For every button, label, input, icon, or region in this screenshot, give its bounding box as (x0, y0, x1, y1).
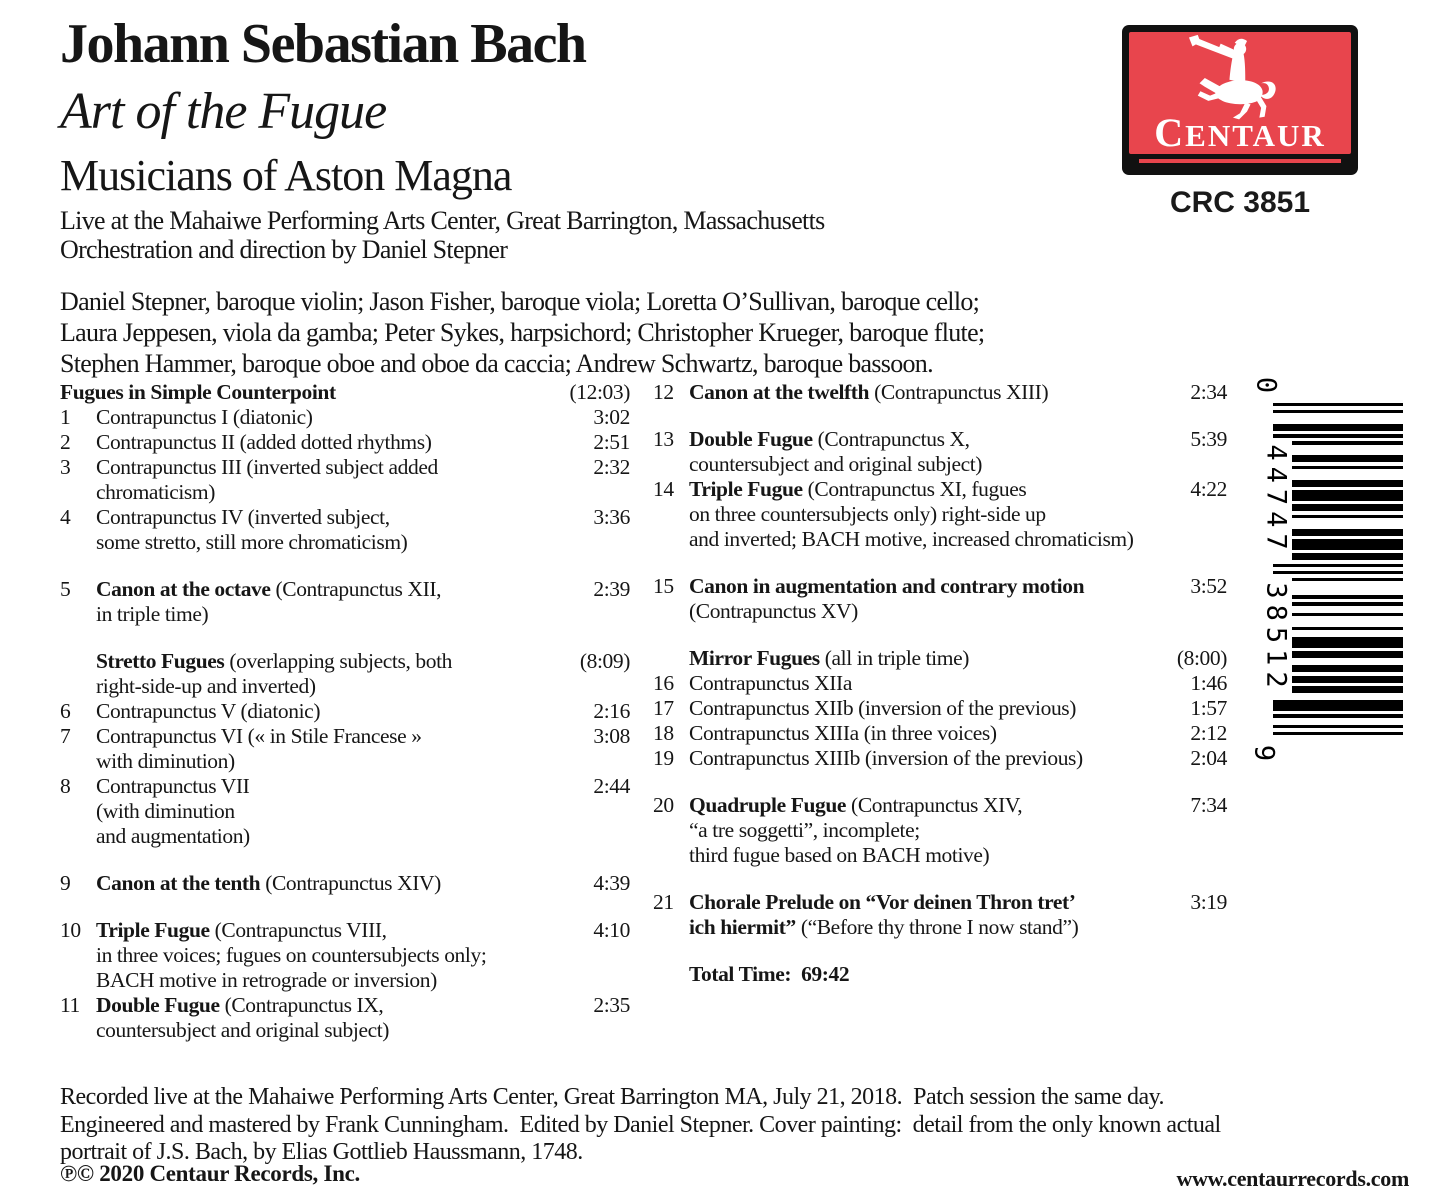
track-title-line (96, 530, 560, 555)
track-title-regular: some stretto, still more chromaticism) (96, 530, 408, 554)
track-number: 2 (60, 430, 71, 454)
barcode-bar (1292, 665, 1403, 672)
track-duration: (8:00) (1176, 646, 1227, 670)
barcode-bar (1292, 539, 1403, 549)
track-number: 14 (653, 477, 674, 501)
track-list-spacer (653, 940, 1227, 962)
track-title-bold: Quadruple Fugue (689, 793, 847, 817)
track-title (96, 577, 560, 627)
barcode-bar (1273, 564, 1403, 567)
barcode-digit-group: 44747 (1260, 444, 1292, 556)
track-number: 11 (60, 993, 80, 1017)
track-title-regular: (Contrapunctus IX, (219, 993, 384, 1017)
barcode-bar (1292, 553, 1403, 560)
track-duration: 1:46 (1190, 671, 1227, 695)
logo-red-underline (1139, 159, 1341, 163)
track-list-spacer (60, 555, 630, 577)
barcode-bar (1292, 613, 1403, 616)
track-title-regular: “a tre soggetti”, incomplete; (689, 818, 920, 842)
track-duration: 2:35 (593, 993, 630, 1017)
track-title-line (96, 749, 560, 774)
track-title-regular: and inverted; BACH motive, increased chromaticism) (689, 527, 1134, 551)
track-row (60, 430, 630, 455)
track-duration: 3:08 (593, 724, 630, 748)
track-duration: 4:39 (593, 871, 630, 895)
track-title-regular: (Contrapunctus VIII, (209, 918, 387, 942)
track-duration: 2:51 (593, 430, 630, 454)
track-title-regular: Contrapunctus XIIIb (inversion of the previous) (689, 746, 1083, 770)
track-title (689, 671, 1157, 696)
track-title-regular: in three voices; fugues on countersubjects only; (96, 943, 487, 967)
track-title (689, 962, 1157, 987)
track-title-line (96, 649, 560, 674)
track-title-regular: with diminution) (96, 749, 235, 773)
track-row (60, 405, 630, 430)
track-title (689, 696, 1157, 721)
track-title-regular: chromaticism) (96, 480, 215, 504)
track-row (653, 671, 1227, 696)
track-title (96, 505, 560, 555)
track-number: 12 (653, 380, 674, 404)
track-title-line (96, 505, 560, 530)
track-title-bold: Total Time: 69:42 (689, 962, 850, 986)
direction-line: Orchestration and direction by Daniel Stepner (60, 235, 508, 264)
track-title-regular: (“Before thy throne I now stand”) (795, 915, 1079, 939)
track-title-line (60, 380, 560, 405)
track-title-line (96, 1018, 560, 1043)
track-number: 13 (653, 427, 674, 451)
track-number: 18 (653, 721, 674, 745)
barcode-bar (1273, 410, 1403, 413)
barcode-bar (1273, 434, 1403, 437)
performers-line: Stephen Hammer, baroque oboe and oboe da caccia; Andrew Schwartz, baroque bassoon. (60, 349, 933, 378)
track-title-line (689, 599, 1157, 624)
credits-line: portrait of J.S. Bach, by Elias Gottlieb Haussmann, 1748. (60, 1139, 583, 1165)
recording-credits (60, 1084, 1221, 1167)
credits-line: Engineered and mastered by Frank Cunningham. Edited by Daniel Stepner. Cover painting: detail from the only known actual (60, 1111, 1221, 1138)
track-title-regular: countersubject and original subject) (96, 1018, 390, 1042)
track-title-bold: Stretto Fugues (96, 649, 225, 673)
track-row (60, 918, 630, 993)
track-title (689, 574, 1157, 624)
track-number: 7 (60, 724, 71, 748)
track-title-regular: third fugue based on BACH motive) (689, 843, 990, 867)
track-title-regular: Contrapunctus VI (« in Stile Francese » (96, 724, 422, 748)
ensemble-name: Musicians of Aston Magna (60, 151, 512, 200)
track-title-line (689, 527, 1157, 552)
track-title-regular: Contrapunctus IV (inverted subject, (96, 505, 390, 529)
barcode-bar (1292, 578, 1403, 581)
track-title-line (689, 843, 1157, 868)
track-title-line (96, 674, 560, 699)
track-number: 19 (653, 746, 674, 770)
track-title-line (689, 574, 1157, 599)
track-title-line (96, 871, 560, 896)
track-number: 15 (653, 574, 674, 598)
track-row (60, 774, 630, 849)
track-title-line (689, 696, 1157, 721)
composer-name: Johann Sebastian Bach (60, 13, 586, 75)
barcode-digit-group: 0 (1250, 376, 1282, 400)
track-duration: (12:03) (569, 380, 630, 404)
performers-paragraph (60, 286, 984, 379)
track-title-line (96, 943, 560, 968)
track-row (653, 427, 1227, 477)
track-duration: 3:19 (1190, 890, 1227, 914)
centaur-trumpeter-icon (1177, 34, 1303, 122)
performers-line: Daniel Stepner, baroque violin; Jason Fisher, baroque viola; Loretta O’Sullivan, baroque cello; (60, 287, 980, 316)
track-list-right-column (653, 380, 1227, 987)
track-row (60, 993, 630, 1043)
track-title-regular: Contrapunctus II (added dotted rhythms) (96, 430, 432, 454)
track-title-line (689, 502, 1157, 527)
track-title-bold: Triple Fugue (689, 477, 803, 501)
track-title-line (96, 480, 560, 505)
track-title-regular: Contrapunctus XIIb (inversion of the previous) (689, 696, 1077, 720)
track-title-line (96, 774, 560, 799)
track-title-line (96, 430, 560, 455)
track-row (60, 577, 630, 627)
track-title (96, 724, 560, 774)
track-title-regular: and augmentation) (96, 824, 250, 848)
track-row (653, 574, 1227, 624)
barcode-bar (1292, 627, 1403, 630)
track-number: 8 (60, 774, 71, 798)
track-title (689, 477, 1157, 552)
track-number: 1 (60, 405, 71, 429)
barcode (1273, 403, 1403, 735)
track-list-spacer (60, 849, 630, 871)
track-row (60, 505, 630, 555)
track-title-line (96, 918, 560, 943)
track-list-spacer (653, 771, 1227, 793)
website-text: www.centaurrecords.com (1176, 1166, 1409, 1191)
track-number: 21 (653, 890, 674, 914)
catalog-number: CRC 3851 (1169, 186, 1311, 219)
logo-red-panel (1129, 32, 1351, 154)
track-title-regular: countersubject and original subject) (689, 452, 983, 476)
track-duration: (8:09) (579, 649, 630, 673)
track-title-bold: ich hiermit” (689, 915, 796, 939)
album-title: Art of the Fugue (60, 83, 387, 140)
track-title-line (689, 671, 1157, 696)
track-title (96, 649, 560, 699)
track-title-line (96, 405, 560, 430)
track-duration: 2:32 (593, 455, 630, 479)
track-title-regular: (Contrapunctus XIV) (260, 871, 441, 895)
barcode-bar (1292, 529, 1403, 536)
track-number: 3 (60, 455, 71, 479)
track-number: 5 (60, 577, 71, 601)
barcode-bar (1292, 602, 1403, 605)
barcode-bar (1292, 686, 1403, 693)
barcode-bar (1292, 637, 1403, 647)
track-duration: 2:39 (593, 577, 630, 601)
track-list-spacer (60, 896, 630, 918)
track-duration: 3:52 (1190, 574, 1227, 598)
logo-bottom-strip (1129, 154, 1351, 175)
track-title (689, 721, 1157, 746)
track-title-line (689, 721, 1157, 746)
track-list-left-column (60, 380, 630, 1043)
track-title-regular: Contrapunctus XIIIa (in three voices) (689, 721, 997, 745)
track-row (653, 721, 1227, 746)
barcode-bar (1292, 441, 1403, 444)
track-title (96, 430, 560, 455)
barcode-bar (1292, 466, 1403, 469)
track-title (689, 380, 1157, 405)
track-title (96, 993, 560, 1043)
track-title-line (96, 993, 560, 1018)
track-duration: 2:34 (1190, 380, 1227, 404)
track-title-line (689, 380, 1157, 405)
track-duration: 1:57 (1190, 696, 1227, 720)
track-row (653, 380, 1227, 405)
section-header-row (60, 380, 630, 405)
track-title-bold: Double Fugue (96, 993, 220, 1017)
section-header-row (653, 646, 1227, 671)
track-title-line (689, 427, 1157, 452)
track-number: 17 (653, 696, 674, 720)
credits-line: Recorded live at the Mahaiwe Performing Arts Center, Great Barrington MA, July 21, 2018. Patch session the same day. (60, 1084, 1165, 1110)
track-number: 6 (60, 699, 71, 723)
track-title-bold: Mirror Fugues (689, 646, 820, 670)
track-duration: 3:36 (593, 505, 630, 529)
venue-line: Live at the Mahaiwe Performing Arts Center, Great Barrington, Massachusetts (60, 206, 825, 235)
barcode-bar (1273, 571, 1403, 574)
track-title-bold: Canon at the tenth (96, 871, 261, 895)
track-row (653, 890, 1227, 940)
track-title-bold: Triple Fugue (96, 918, 210, 942)
track-duration: 7:34 (1190, 793, 1227, 817)
track-title-regular: (Contrapunctus XI, fugues (802, 477, 1027, 501)
barcode-bar (1273, 714, 1403, 717)
track-title-line (689, 452, 1157, 477)
track-title-regular: (Contrapunctus XIII) (869, 380, 1049, 404)
track-duration: 5:39 (1190, 427, 1227, 451)
track-title (60, 380, 560, 405)
track-number: 9 (60, 871, 71, 895)
track-title-bold: Double Fugue (689, 427, 813, 451)
track-duration: 4:22 (1190, 477, 1227, 501)
track-title (689, 890, 1157, 940)
track-row (60, 724, 630, 774)
label-name: CENTAUR (1154, 110, 1326, 154)
track-title-regular: (Contrapunctus XII, (270, 577, 442, 601)
track-title (96, 455, 560, 505)
track-duration: 2:04 (1190, 746, 1227, 770)
track-title-line (96, 577, 560, 602)
barcode-bar (1273, 725, 1403, 728)
track-row (653, 746, 1227, 771)
track-duration: 2:16 (593, 699, 630, 723)
barcode-bar (1273, 732, 1403, 735)
track-title-bold: Canon at the twelfth (689, 380, 870, 404)
barcode-digit-group: 9 (1248, 744, 1280, 768)
barcode-digit-group: 38512 (1260, 582, 1292, 694)
track-title (96, 774, 560, 849)
track-title-line (96, 968, 560, 993)
barcode-bar (1292, 455, 1403, 462)
section-header-row (653, 962, 1227, 987)
track-list-spacer (653, 868, 1227, 890)
track-number: 20 (653, 793, 674, 817)
track-title-line (96, 699, 560, 724)
track-title (689, 427, 1157, 477)
track-title-regular: (all in triple time) (819, 646, 969, 670)
track-title-regular: (with diminution (96, 799, 235, 823)
record-label-logo (1122, 25, 1358, 175)
track-title-regular: Contrapunctus I (diatonic) (96, 405, 313, 429)
barcode-bar (1273, 700, 1403, 710)
track-title-line (689, 746, 1157, 771)
track-row (60, 455, 630, 505)
track-title (689, 793, 1157, 868)
track-title-line (689, 793, 1157, 818)
track-title-line (689, 890, 1157, 915)
track-row (60, 871, 630, 896)
track-title-line (96, 824, 560, 849)
barcode-bar (1273, 403, 1403, 406)
barcode-bar (1292, 676, 1403, 683)
track-title-regular: BACH motive in retrograde or inversion) (96, 968, 437, 992)
track-title-regular: right-side-up and inverted) (96, 674, 316, 698)
track-title (96, 699, 560, 724)
track-row (653, 793, 1227, 868)
track-number: 16 (653, 671, 674, 695)
track-title-bold: Fugues in Simple Counterpoint (60, 380, 336, 404)
barcode-bar (1292, 651, 1403, 658)
track-title-line (689, 962, 1157, 987)
track-title (689, 746, 1157, 771)
track-title-line (96, 602, 560, 627)
track-title (96, 871, 560, 896)
track-title-regular: Contrapunctus VII (96, 774, 250, 798)
track-title-bold: Chorale Prelude on “Vor deinen Thron tret’ (689, 890, 1076, 914)
track-title-regular: (Contrapunctus XIV, (846, 793, 1023, 817)
track-list-spacer (653, 552, 1227, 574)
track-title-line (96, 799, 560, 824)
track-title (96, 918, 560, 993)
track-duration: 2:44 (593, 774, 630, 798)
track-title-line (689, 646, 1157, 671)
track-title-regular: Contrapunctus III (inverted subject added (96, 455, 438, 479)
section-header-row (60, 649, 630, 699)
track-duration: 4:10 (593, 918, 630, 942)
track-list-spacer (653, 624, 1227, 646)
track-duration: 3:02 (593, 405, 630, 429)
track-title-regular: Contrapunctus XIIa (689, 671, 852, 695)
track-title (689, 646, 1157, 671)
barcode-bar (1292, 515, 1403, 518)
track-title-line (96, 455, 560, 480)
barcode-bar (1273, 424, 1403, 431)
track-title-bold: Canon in augmentation and contrary motion (689, 574, 1085, 598)
track-number: 4 (60, 505, 71, 529)
track-title-regular: (overlapping subjects, both (224, 649, 453, 673)
performers-line: Laura Jeppesen, viola da gamba; Peter Sykes, harpsichord; Christopher Krueger, baroque flute; (60, 318, 985, 347)
track-title-bold: Canon at the octave (96, 577, 271, 601)
track-row (653, 477, 1227, 552)
track-title (96, 405, 560, 430)
track-title-line (689, 915, 1157, 940)
track-duration: 2:12 (1190, 721, 1227, 745)
track-title-regular: in triple time) (96, 602, 209, 626)
track-title-line (689, 477, 1157, 502)
track-row (60, 699, 630, 724)
barcode-bar (1292, 595, 1403, 598)
barcode-bar (1292, 490, 1403, 500)
track-list-spacer (653, 405, 1227, 427)
track-title-regular: (Contrapunctus X, (812, 427, 970, 451)
track-list-spacer (60, 627, 630, 649)
track-number: 10 (60, 918, 81, 942)
track-title-regular: (Contrapunctus XV) (689, 599, 858, 623)
copyright-line: ℗© 2020 Centaur Records, Inc. (60, 1161, 360, 1186)
track-title-regular: on three countersubjects only) right-side up (689, 502, 1046, 526)
track-title-line (96, 724, 560, 749)
barcode-bar (1292, 480, 1403, 487)
track-title-regular: Contrapunctus V (diatonic) (96, 699, 321, 723)
track-title-line (689, 818, 1157, 843)
barcode-bar (1292, 504, 1403, 511)
track-row (653, 696, 1227, 721)
